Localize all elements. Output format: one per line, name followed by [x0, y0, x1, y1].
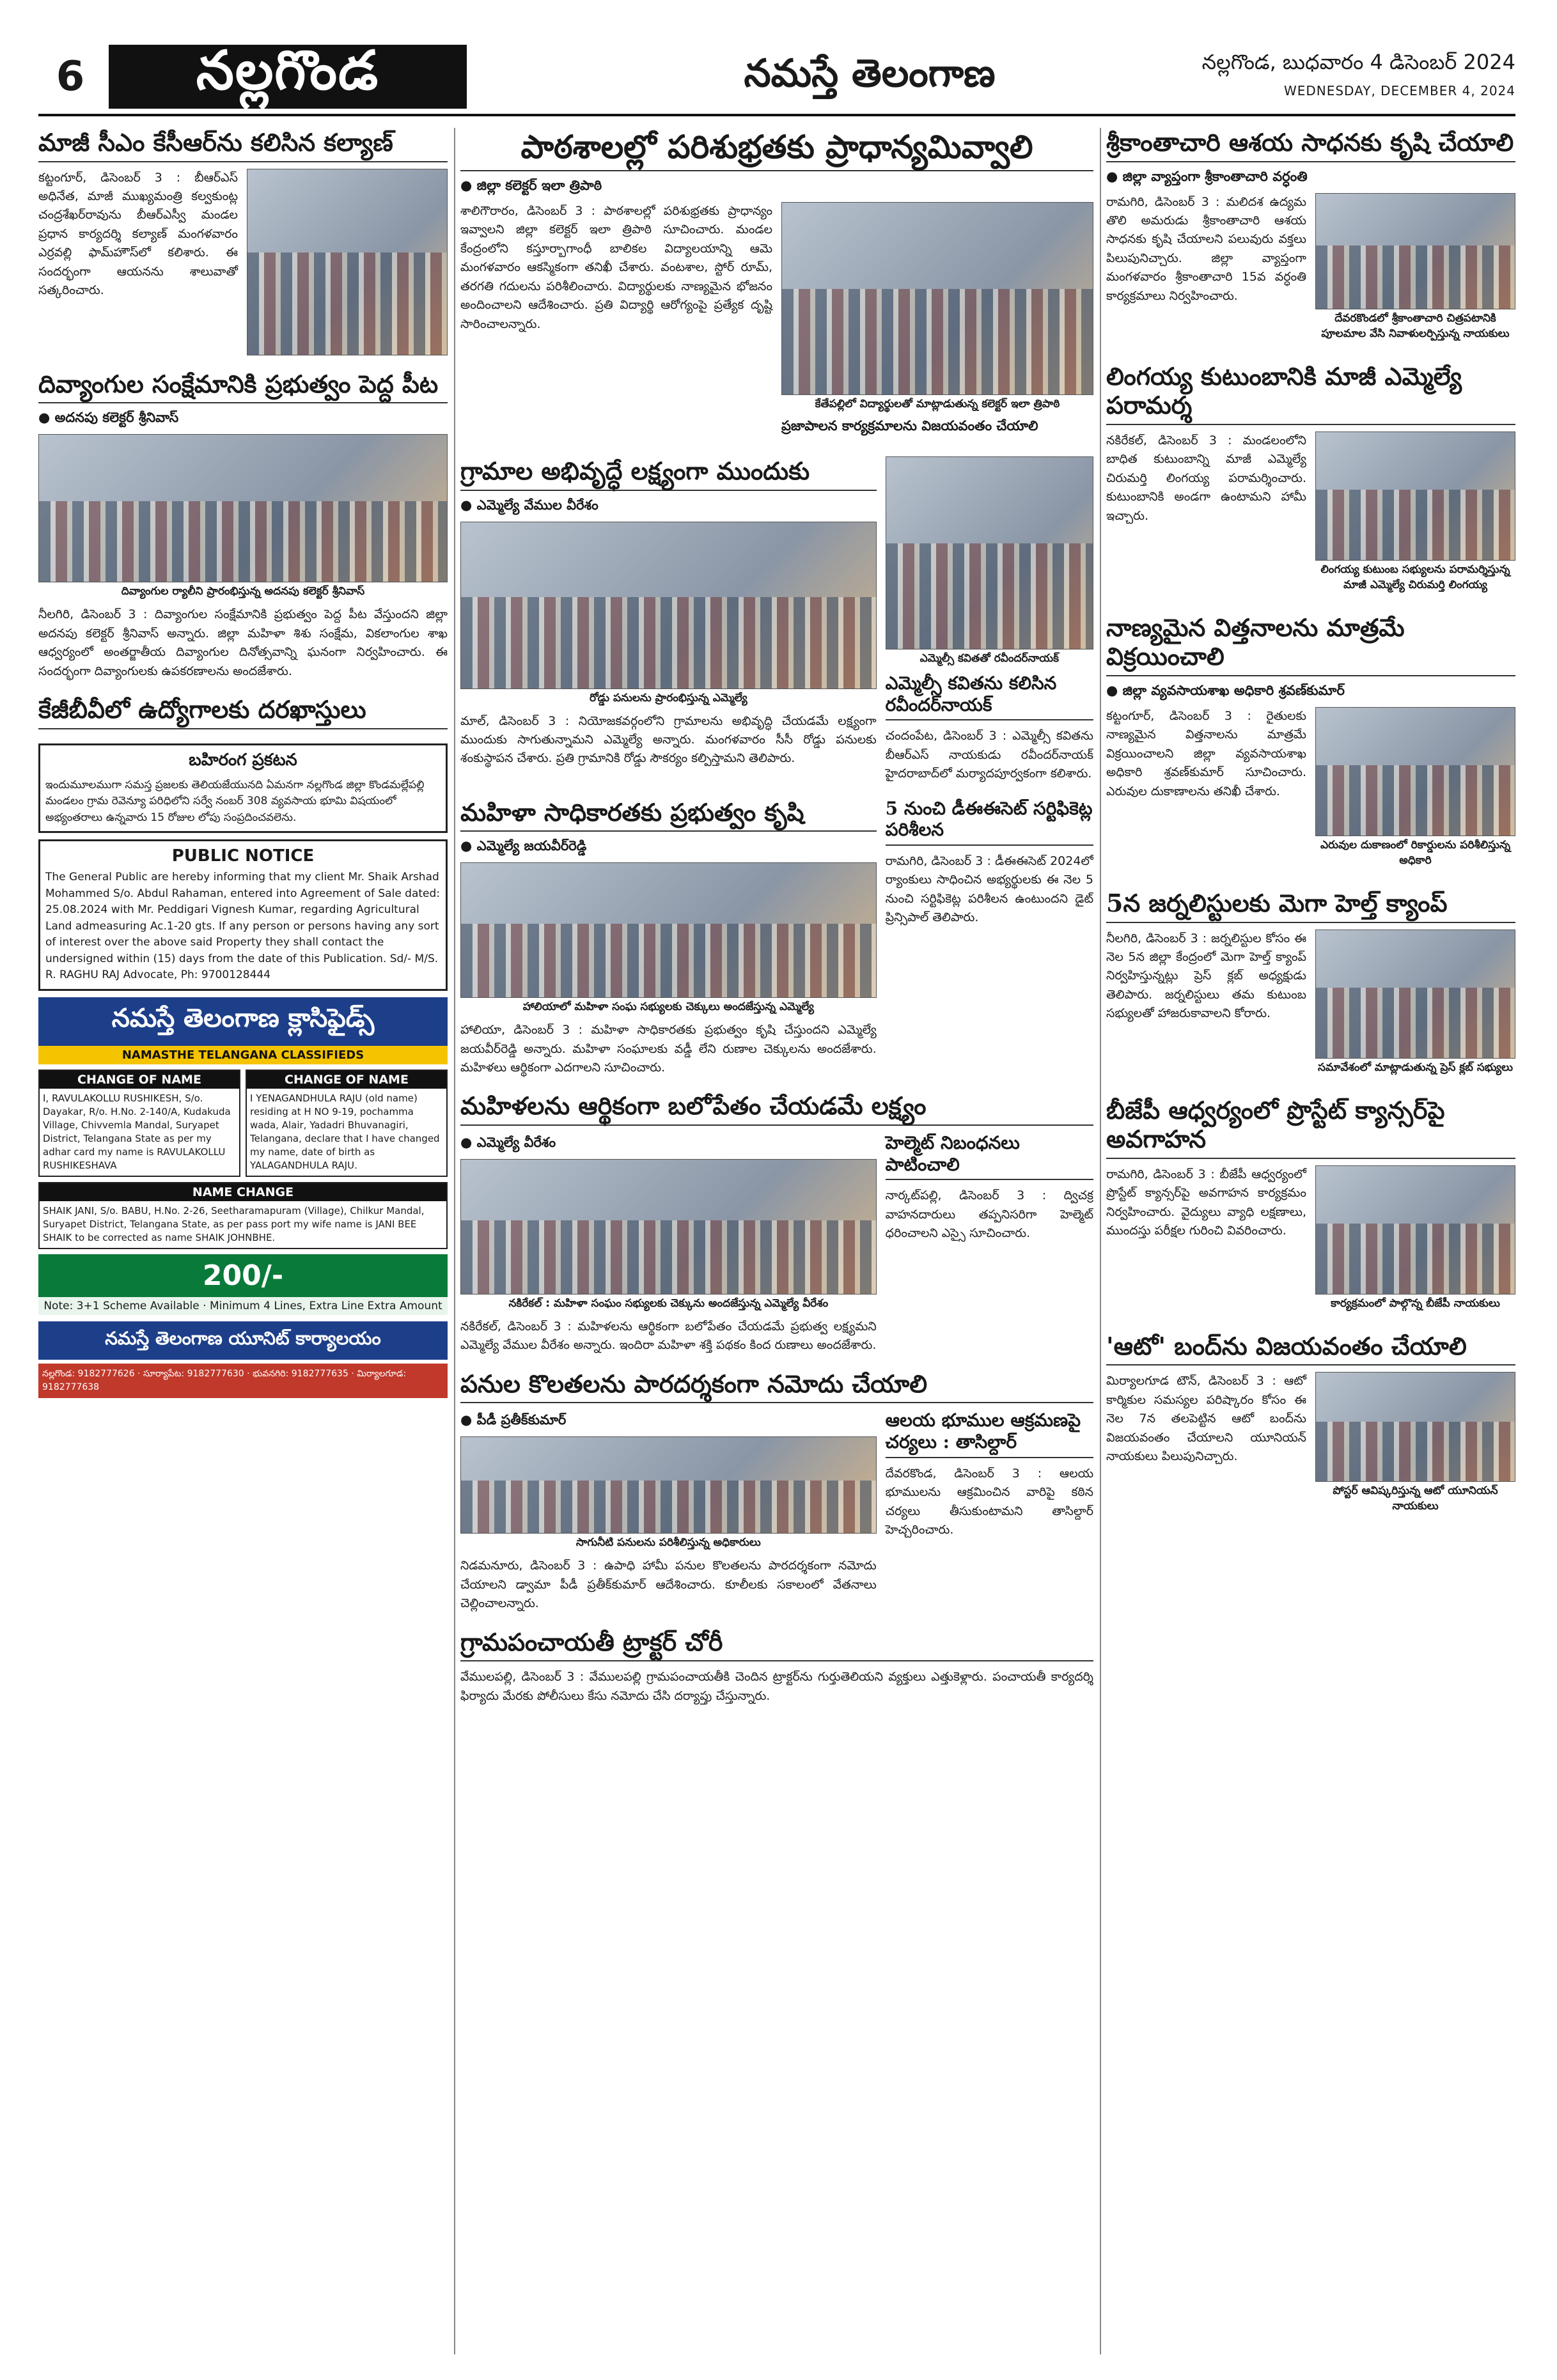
news-photo — [1315, 707, 1515, 836]
photo-caption: దేవరకొండలో శ్రీకాంతాచారి చిత్రపటానికి పూలమాల వేసి నివాళులర్పిస్తున్న నాయకులు — [1321, 311, 1510, 340]
dateline — [1132, 50, 1515, 98]
story-body: హాలియా, డిసెంబర్ 3 : మహిళా సాధికారతకు ప్రభుత్వం కృషి చేస్తుందని ఎమ్మెల్యే జయవీర్‌రెడ్డి అన్నారు. మహిళా సంఘాలకు వడ్డీ లేని రుణాల చెక్కులను అందజేశారు. మహిళలు ఆర్థికంగా ఎదగాలని సూచించారు. — [460, 1023, 877, 1075]
story-body: మిర్యాలగూడ టౌన్, డిసెంబర్ 3 : ఆటో కార్మికుల సమస్యల పరిష్కారం కోసం ఈ నెల 7న తలపెట్టిన ఆటో బంద్‌ను విజయవంతం చేయాలని యూనియన్ నాయకులు పిలుపునిచ్చారు. — [1106, 1374, 1306, 1464]
photo-caption: సాగునీటి పనులను పరిశీలిస్తున్న అధికారులు — [575, 1536, 761, 1550]
story-body: కట్టంగూర్, డిసెంబర్ 3 : రైతులకు నాణ్యమైన విత్తనాలను మాత్రమే విక్రయించాలని జిల్లా వ్యవసాయశాఖ అధికారి శ్రవణ్‌కుమార్ సూచించారు. ఎరువుల దుకాణాలను తనిఖీ చేశారు. — [1106, 708, 1306, 798]
story-body: రామగిరి, డిసెంబర్ 3 : డీఈఈసెట్ 2024లో ర్యాంకులు సాధించిన అభ్యర్థులకు ఈ నెల 5 నుంచి సర్టిఫికెట్ల పరిశీలన ఉంటుందని డైట్ ప్రిన్సిపాల్ తెలిపారు. — [885, 853, 1093, 924]
photo-caption: సమావేశంలో మాట్లాడుతున్న ప్రెస్ క్లబ్ సభ్యులు — [1318, 1061, 1513, 1074]
column-divider — [454, 128, 455, 2354]
ad-body: I, RAVULAKOLLU RUSHIKESH, S/o. Dayakar, R/o. H.No. 2-140/A, Kudakuda Village, Chivvemla Mandal, Suryapet District, Telangana State as per my adhar card my name is RAVULAKOLLU RUSHIKESHAVA — [43, 1092, 231, 1171]
news-photo — [886, 456, 1093, 649]
news-photo — [1315, 929, 1515, 1059]
headline: బీజేపీ ఆధ్వర్యంలో ప్రొస్టేట్ క్యాన్సర్‌పై అవగాహన — [1106, 1096, 1515, 1159]
news-photo — [247, 169, 448, 355]
news-photo — [38, 434, 448, 582]
photo-caption: కార్యక్రమంలో పాల్గొన్న బీజేపీ నాయకులు — [1331, 1296, 1500, 1310]
photo-caption: కేతేపల్లిలో విద్యార్థులతో మాట్లాడుతున్న కలెక్టర్ ఇలా త్రిపాఠి — [815, 398, 1060, 410]
headline: శ్రీకాంతాచారి ఆశయ సాధనకు కృషి చేయాలి — [1106, 128, 1515, 162]
news-photo — [781, 202, 1093, 395]
ad-body: I YENAGANDHULA RAJU (old name) residing at H NO 9-19, pochamma wada, Alair, Yadadri Bhuvanagiri, Telangana, declare that I have changed my name, date of birth as YALAGANDHULA RAJU. — [250, 1092, 440, 1171]
news-photo — [1315, 1372, 1515, 1482]
story-body: నిడమనూరు, డిసెంబర్ 3 : ఉపాధి హామీ పనుల కొలతలను పారదర్శకంగా నమోదు చేయాలని డ్వామా పీడీ ప్రతీక్‌కుమార్ ఆదేశించారు. కూలీలకు సకాలంలో వేతనాలు చెల్లించాలన్నారు. — [460, 1559, 877, 1611]
story-srikantachari — [1106, 128, 1515, 348]
office-banner: నమస్తే తెలంగాణ యూనిట్ కార్యాలయం — [38, 1321, 448, 1360]
left-column — [38, 128, 448, 2354]
byline: ● అదనపు కలెక్టర్ శ్రీనివాస్ — [38, 410, 179, 426]
photo-caption: ఎరువుల దుకాణంలో రికార్డులను పరిశీలిస్తున్న అధికారి — [1320, 838, 1511, 867]
headline: మహిళలను ఆర్థికంగా బలోపేతం చేయడమే లక్ష్యం — [460, 1091, 1093, 1126]
photo-caption: హాలియాలో మహిళా సంఘ సభ్యులకు చెక్కులు అందజేస్తున్న ఎమ్మెల్యే — [522, 1000, 814, 1014]
story-body: మాల్, డిసెంబర్ 3 : నియోజకవర్గంలోని గ్రామాలను అభివృద్ధి చేయడమే లక్ష్యంగా ముందుకు సాగుతున్నామని ఎమ్మెల్యే అన్నారు. మంగళవారం సీసీ రోడ్డు పనులకు శంకుస్థాపన చేశారు. ప్రతి గ్రామానికి రోడ్డు సౌకర్యం కల్పిస్తామని తెలిపారు. — [460, 713, 877, 766]
ad-title: NAME CHANGE — [40, 1183, 446, 1201]
story-health-camp — [1106, 889, 1515, 1082]
headline: మాజీ సీఎం కేసీఆర్‌ను కలిసిన కల్యాణ్ — [38, 128, 448, 162]
classified-grid — [38, 1069, 448, 1177]
classified-grid — [38, 1182, 448, 1249]
story-tractor-theft — [460, 1628, 1093, 1706]
public-notice-english — [38, 839, 448, 991]
ad-title: CHANGE OF NAME — [40, 1071, 239, 1089]
story-village-development — [460, 456, 1093, 784]
byline: ● ఎమ్మెల్యే వీరేశం — [460, 1135, 556, 1150]
story-body: చందంపేట, డిసెంబర్ 3 : ఎమ్మెల్సీ కవితను బీఆర్‌ఎస్ నాయకుడు రవీందర్‌నాయక్ హైదరాబాద్‌లో మర్యాదపూర్వకంగా కలిశారు. — [885, 729, 1093, 781]
headline: పనుల కొలతలను పారదర్శకంగా నమోదు చేయాలి — [460, 1369, 1093, 1404]
headline: దివ్యాంగుల సంక్షేమానికి ప్రభుత్వం పెద్ద పీట — [38, 369, 448, 404]
story-body: రామగిరి, డిసెంబర్ 3 : మలిదశ ఉద్యమ తొలి అమరుడు శ్రీకాంతాచారి ఆశయ సాధనకు కృషి చేయాలని పలువురు వక్తలు పిలుపునిచ్చారు. జిల్లా వ్యాప్తంగా మంగళవారం శ్రీకాంతాచారి 15వ వర్ధంతి కార్యక్రమాలు నిర్వహించారు. — [1106, 194, 1306, 303]
byline: ● జిల్లా వ్యాప్తంగా శ్రీకాంతాచారి వర్ధంతి — [1106, 168, 1308, 184]
story-body: నీలగిరి, డిసెంబర్ 3 : దివ్యాంగుల సంక్షేమానికి ప్రభుత్వం పెద్ద పీట వేస్తుందని జిల్లా అదనపు కలెక్టర్ శ్రీనివాస్ అన్నారు. జిల్లా మహిళా శిశు సంక్షేమ, వికలాంగుల శాఖ ఆధ్వర్యంలో అంతర్జాతీయ దివ్యాంగుల దినోత్సవాన్ని ఘనంగా నిర్వహించారు. ఈ సందర్భంగా దివ్యాంగులకు ఉపకరణాలను అందజేశారు. — [38, 607, 448, 678]
classifieds-subtitle: NAMASTHE TELANGANA CLASSIFIEDS — [38, 1046, 448, 1064]
photo-caption: ఎమ్మెల్సీ కవితతో రవీందర్‌నాయక్ — [919, 652, 1059, 665]
story-body: నీలగిరి, డిసెంబర్ 3 : జర్నలిస్టుల కోసం ఈ నెల 5న జిల్లా కేంద్రంలో మెగా హెల్త్ క్యాంప్ నిర్వహిస్తున్నట్లు ప్రెస్ క్లబ్ అధ్యక్షుడు తెలిపారు. జర్నలిస్టులు తమ కుటుంబ సభ్యులతో హాజరుకావాలని కోరారు. — [1106, 931, 1306, 1021]
masthead-rule — [38, 114, 1515, 116]
byline: ● ఎమ్మెల్యే వేముల వీరేశం — [460, 497, 599, 513]
byline: ● పీడీ ప్రతీక్‌కుమార్ — [460, 1412, 567, 1428]
column-divider — [1100, 128, 1101, 2354]
story-disabled-welfare — [38, 369, 448, 681]
story-auto-bandh — [1106, 1332, 1515, 1521]
story-lingaiah-visit — [1106, 362, 1515, 599]
headline: నాణ్యమైన విత్తనాలను మాత్రమే విక్రయించాలి — [1106, 613, 1515, 676]
news-photo — [1315, 1165, 1515, 1295]
classified-ad — [38, 1069, 240, 1177]
photo-caption: రోడ్డు పనులను ప్రారంభిస్తున్న ఎమ్మెల్యే — [590, 691, 747, 704]
ad-rate: 200/- — [38, 1254, 448, 1297]
story-body: కట్టంగూర్, డిసెంబర్ 3 : బీఆర్‌ఎస్ అధినేత, మాజీ ముఖ్యమంత్రి కల్వకుంట్ల చంద్రశేఖర్‌రావును బీఆర్‌ఎస్వీ మండల ప్రధాన కార్యదర్శి కల్యాణ్ మంగళవారం ఎర్రవల్లి ఫామ్‌హౌస్‌లో కలిశారు. ఈ సందర్భంగా ఆయనను శాలువాతో సత్కరించారు. — [38, 170, 238, 298]
byline: ● ఎమ్మెల్యే జయవీర్‌రెడ్డి — [460, 838, 587, 854]
classified-ad — [246, 1069, 448, 1177]
masthead — [38, 38, 1515, 109]
headline: 5న జర్నలిస్టులకు మెగా హెల్త్ క్యాంప్ — [1106, 889, 1515, 923]
photo-caption: లింగయ్య కుటుంబ సభ్యులను పరామర్శిస్తున్న మాజీ ఎమ్మెల్యే చిరుమర్తి లింగయ్య — [1320, 563, 1510, 591]
classifieds-banner: నమస్తే తెలంగాణ క్లాసిఫైడ్స్ — [38, 997, 448, 1046]
story-body: వేములపల్లి, డిసెంబర్ 3 : వేములపల్లి గ్రామపంచాయతీకి చెందిన ట్రాక్టర్‌ను గుర్తుతెలియని వ్యక్తులు ఎత్తుకెళ్లారు. పంచాయతీ కార్యదర్శి ఫిర్యాదు మేరకు పోలీసులు కేసు నమోదు చేసి దర్యాప్తు చేస్తున్నారు. — [460, 1670, 1093, 1703]
news-photo — [460, 1159, 877, 1295]
ad-body: SHAIK JANI, S/o. BABU, H.No. 2-26, Seetharamapuram (Village), Chilkur Mandal, Suryapet District, Telangana State, as per pass port my wife name is JANI BEE SHAIK to be corrected as name SHAIK JOHNBHE. — [43, 1204, 425, 1243]
headline: హెల్మెట్ నిబంధనలు పాటించాలి — [886, 1132, 1093, 1180]
headline: 'ఆటో' బంద్‌ను విజయవంతం చేయాలి — [1106, 1332, 1515, 1366]
story-body: దేవరకొండ, డిసెంబర్ 3 : ఆలయ భూములను ఆక్రమించిన వారిపై కఠిన చర్యలు తీసుకుంటామని తాసిల్దార్ హెచ్చరించారు. — [885, 1466, 1093, 1537]
story-body: నార్కట్‌పల్లి, డిసెంబర్ 3 : ద్విచక్ర వాహనదారులు తప్పనిసరిగా హెల్మెట్ ధరించాలని ఎస్సై సూచించారు. — [885, 1188, 1093, 1241]
story-body: రామగిరి, డిసెంబర్ 3 : బీజేపీ ఆధ్వర్యంలో ప్రొస్టేట్ క్యాన్సర్‌పై అవగాహన కార్యక్రమం నిర్వహించారు. వైద్యులు వ్యాధి లక్షణాలు, ముందస్తు పరీక్షల గురించి వివరించారు. — [1106, 1167, 1306, 1238]
story-women-empowerment — [460, 798, 1093, 1078]
story-works-measurement — [460, 1369, 1093, 1614]
middle-column — [460, 128, 1093, 2354]
notice-body: The General Public are hereby informing that my client Mr. Shaik Arshad Mohammed S/o. Abdul Rahaman, entered into Agreement of Sale dated: 25.08.2024 with Mr. Peddigari Vignesh Kumar, regarding Agricultural Land admeasuring Ac.1-20 gts. If any person or persons having any sort of interest over the above said Property they shall contact the undersigned within (15) days from the date of this Publication. Sd/- M/S. R. RAGHU RAJ Advocate, Ph: 9700128444 — [45, 871, 441, 982]
ad-rate-note: Note: 3+1 Scheme Available · Minimum 4 Lines, Extra Line Extra Amount — [38, 1297, 448, 1315]
headline: కేజీబీవీలో ఉద్యోగాలకు దరఖాస్తులు — [38, 695, 448, 729]
headline: ఆలయ భూముల ఆక్రమణపై చర్యలు : తాసిల్దార్ — [886, 1410, 1093, 1458]
notice-body: ఇందుమూలముగా సమస్త ప్రజలకు తెలియజేయునది ఏమనగా నల్లగొండ జిల్లా కొండమల్లేపల్లి మండలం గ్రామ రెవెన్యూ పరిధిలోని సర్వే నంబర్ 308 వ్యవసాయ భూమి విషయంలో అభ్యంతరాలు ఉన్నవారు 15 రోజుల లోపు సంప్రదించవలెను. — [45, 778, 425, 824]
story-quality-seeds — [1106, 613, 1515, 875]
story-body: నకిరేకల్, డిసెంబర్ 3 : మహిళలను ఆర్థికంగా బలోపేతం చేయడమే ప్రభుత్వ లక్ష్యమని ఎమ్మెల్యే వేముల వీరేశం అన్నారు. ఇందిరా మహిళా శక్తి పథకం కింద రుణాలు అందజేశారు. — [460, 1319, 877, 1353]
sub-headline: ప్రజాపాలన కార్యక్రమాలను విజయవంతం చేయాలి — [781, 418, 1038, 433]
date-english: WEDNESDAY, DECEMBER 4, 2024 — [1283, 83, 1515, 98]
headline: మహిళా సాధికారతకు ప్రభుత్వం కృషి — [460, 798, 877, 832]
story-body: శాలిగౌరారం, డిసెంబర్ 3 : పాఠశాలల్లో పరిశుభ్రతకు ప్రాధాన్యం ఇవ్వాలని జిల్లా కలెక్టర్ ఇలా త్రిపాఠి సూచించారు. మండల కేంద్రంలోని కస్తూర్బాగాంధీ బాలికల విద్యాలయాన్ని ఆమె మంగళవారం ఆకస్మికంగా తనిఖీ చేశారు. వంటశాల, స్టోర్ రూమ్, తరగతి గదులను పరిశీలించారు. విద్యార్థులకు నాణ్యమైన భోజనం అందించాలని ఆదేశించారు. ప్రతి విద్యార్థి ఆరోగ్యంపై ప్రత్యేక దృష్టి సారించాలన్నారు. — [460, 204, 772, 331]
notice-title: బహిరంగ ప్రకటన — [189, 750, 297, 770]
headline: లింగయ్య కుటుంబానికి మాజీ ఎమ్మెల్యే పరామర్శ — [1106, 362, 1515, 425]
story-women-financial — [460, 1091, 1093, 1355]
news-photo — [460, 862, 877, 998]
story-school-hygiene — [460, 128, 1093, 442]
byline: ● జిల్లా వ్యవసాయశాఖ అధికారి శ్రవణ్‌కుమార్ — [1106, 682, 1345, 698]
story-kcr-meeting — [38, 128, 448, 355]
headline: గ్రామాల అభివృద్ధే లక్ష్యంగా ముందుకు — [460, 456, 877, 491]
news-photo — [460, 522, 877, 689]
public-notice-telugu — [38, 743, 448, 834]
headline: గ్రామపంచాయతీ ట్రాక్టర్ చోరీ — [460, 1628, 1093, 1662]
news-photo — [1315, 193, 1515, 309]
news-photo — [1315, 432, 1515, 561]
brand-title: నమస్తే తెలంగాణ — [744, 51, 996, 96]
story-body: నకిరేకల్, డిసెంబర్ 3 : మండలంలోని బాధిత కుటుంబాన్ని మాజీ ఎమ్మెల్యే చిరుమర్తి లింగయ్య పరామర్శించారు. కుటుంబానికి అండగా ఉంటామని హామీ ఇచ్చారు. — [1106, 433, 1306, 523]
byline: ● జిల్లా కలెక్టర్ ఇలా త్రిపాఠి — [460, 178, 602, 193]
photo-caption: నకిరేకల్ : మహిళా సంఘం సభ్యులకు చెక్కును అందజేస్తున్న ఎమ్మెల్యే వీరేశం — [508, 1297, 829, 1310]
lead-headline: పాఠశాలల్లో పరిశుభ్రతకు ప్రాధాన్యమివ్వాలి — [460, 128, 1093, 171]
photo-caption: దివ్యాంగుల ర్యాలీని ప్రారంభిస్తున్న అదనపు కలెక్టర్ శ్రీనివాస్ — [121, 585, 365, 598]
page-number: 6 — [56, 53, 85, 100]
ad-title: CHANGE OF NAME — [247, 1071, 446, 1089]
headline: ఎమ్మెల్సీ కవితను కలిసిన రవీందర్‌నాయక్ — [886, 673, 1093, 720]
right-column — [1106, 128, 1515, 2354]
news-photo — [460, 1436, 877, 1534]
story-prostate-awareness — [1106, 1096, 1515, 1318]
date-telugu: నల్లగొండ, బుధవారం 4 డిసెంబర్ 2024 — [1201, 50, 1515, 74]
district-title: నల్లగొండ — [109, 45, 467, 109]
story-kgbv-jobs — [38, 695, 448, 729]
classified-ad — [38, 1182, 448, 1249]
photo-caption: పోస్టర్ ఆవిష్కరిస్తున్న ఆటో యూనియన్ నాయకులు — [1333, 1484, 1498, 1513]
notice-title: PUBLIC NOTICE — [171, 846, 315, 866]
headline: 5 నుంచి డీఈఈసెట్ సర్టిఫికెట్ల పరిశీలన — [886, 798, 1093, 846]
office-phones: నల్లగొండ: 9182777626 · సూర్యాపేట: 9182777630 · భువనగిరి: 9182777635 · మిర్యాలగూడ: 9182777638 — [38, 1364, 448, 1398]
